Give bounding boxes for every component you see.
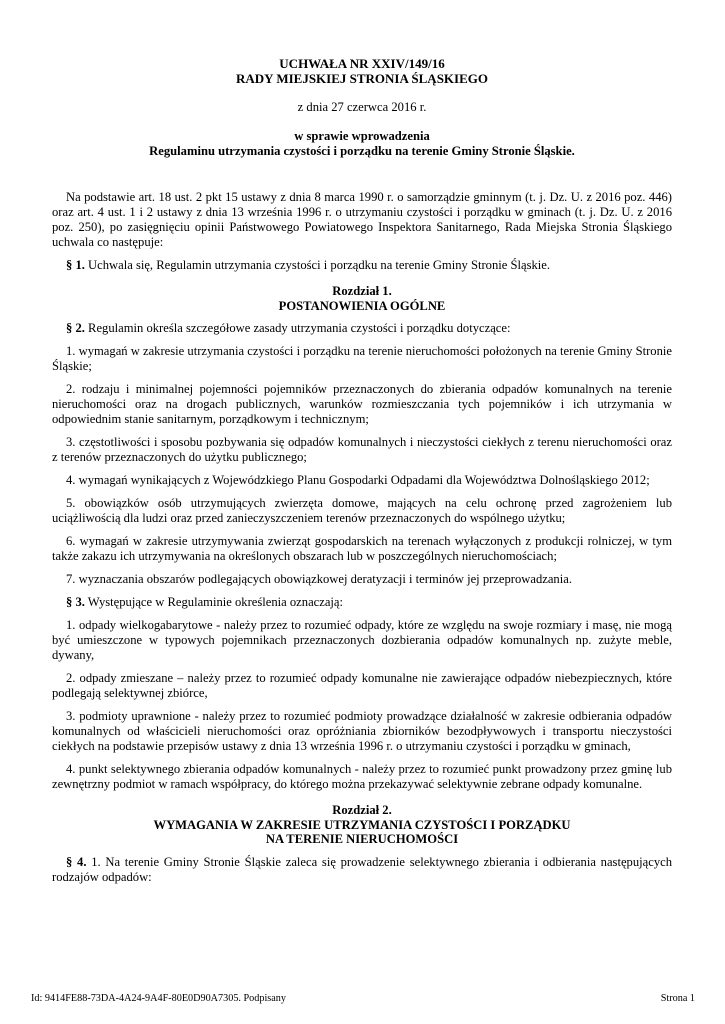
section-1	[52, 258, 672, 273]
section-3-label: § 3.	[66, 595, 85, 609]
resolution-date: z dnia 27 czerwca 2016 r.	[297, 100, 427, 114]
chapter-2-label: Rozdział 2.	[332, 803, 392, 817]
section-2-label: § 2.	[66, 321, 85, 335]
subject-line-1: w sprawie wprowadzenia	[294, 129, 430, 143]
section-4	[52, 855, 672, 885]
section-1-label: § 1.	[66, 258, 85, 272]
section-4-text: 1. Na terenie Gminy Stronie Śląskie zaleca się prowadzenie selektywnego zbierania i odbierania następujących rodzajów odpadów:	[52, 854, 672, 884]
section-3-item: 3. podmioty uprawnione - należy przez to rozumieć podmioty prowadzące działalność w zakresie odbierania odpadów komunalnych od właścicieli nieruchomości oraz opróżniania zbiorników bezodpływowych i transportu nieczystości ciekłych na podstawie przepisów ustawy z dnia 13 września 1996 r. o utrzymaniu czystości i porządku w gminach,	[52, 709, 672, 753]
section-2-item: 4. wymagań wynikających z Wojewódzkiego Planu Gospodarki Odpadami dla Województwa Dolnośląskiego 2012;	[66, 473, 650, 487]
section-2-item: 5. obowiązków osób utrzymujących zwierzęta domowe, mających na celu ochronę przed zagrożeniem lub uciążliwością dla ludzi oraz przed zanieczyszczeniem terenów przeznaczonych do wspólnego użytku;	[52, 496, 672, 525]
section-2	[52, 321, 672, 336]
document-body	[52, 56, 672, 885]
section-3-item: 4. punkt selektywnego zbierania odpadów komunalnych - należy przez to rozumieć punkt prowadzony przez gminę lub zewnętrzny podmiot w ramach współpracy, do którego można przekazywać selektywnie zebrane odpady komunalne.	[52, 762, 672, 791]
page-number: Strona 1	[660, 993, 695, 1004]
section-2-item: 2. rodzaju i minimalnej pojemności pojemników przeznaczonych do zbierania odpadów komunalnych na terenie nieruchomości oraz na drogach publicznych, warunków rozmieszczania tych pojemników i ich utrzymania w odpowiednim stanie sanitarnym, porządkowym i technicznym;	[52, 382, 672, 426]
section-2-text: Regulamin określa szczegółowe zasady utrzymania czystości i porządku dotyczące:	[84, 321, 511, 335]
chapter-2-heading	[52, 803, 672, 847]
subject-line-2: Regulaminu utrzymania czystości i porządku na terenie Gminy Stronie Śląskie.	[149, 144, 575, 158]
section-3-text: Występujące w Regulaminie określenia oznaczają:	[84, 595, 344, 609]
document-id-footer: Id: 9414FE88-73DA-4A24-9A4F-80E0D90A7305. Podpisany	[31, 993, 286, 1004]
resolution-number: UCHWAŁA NR XXIV/149/16	[279, 56, 445, 71]
chapter-2-title-line-2: NA TERENIE NIERUCHOMOŚCI	[265, 832, 459, 846]
section-2-item: 3. częstotliwości i sposobu pozbywania się odpadów komunalnych i nieczystości ciekłych z terenu nieruchomości oraz z terenów przeznaczonych do użytku publicznego;	[52, 435, 672, 464]
resolution-subject	[52, 129, 672, 159]
legal-basis-paragraph: Na podstawie art. 18 ust. 2 pkt 15 ustawy z dnia 8 marca 1990 r. o samorządzie gminnym (t. j. Dz. U. z 2016 poz. 446) oraz art. 4 ust. 1 i 2 ustawy z dnia 13 września 1996 r. o utrzymaniu czystości i porządku w gminach (t. j. Dz. U. z 2016 poz. 250), po zasięgnięciu opinii Państwowego Powiatowego Inspektora Sanitarnego, Rada Miejska Stronia Śląskiego uchwala co następuje:	[52, 190, 672, 249]
section-4-label: § 4.	[66, 854, 87, 869]
chapter-1-label: Rozdział 1.	[332, 284, 392, 298]
section-3-item: 1. odpady wielkogabarytowe - należy przez to rozumieć odpady, które ze względu na swoje rozmiary i masę, nie mogą być umieszczone w typowych pojemnikach przeznaczonych dozbierania odpadów komunalnych np. zużyte meble, dywany,	[52, 618, 672, 662]
section-1-text: Uchwala się, Regulamin utrzymania czystości i porządku na terenie Gminy Stronie Śląskie.	[84, 258, 551, 272]
chapter-1-heading	[52, 284, 672, 313]
section-3-item: 2. odpady zmieszane – należy przez to rozumieć odpady komunalne nie zawierające odpadów niebezpiecznych, które podlegają selektywnej zbiórce,	[52, 671, 672, 700]
council-name: RADY MIEJSKIEJ STRONIA ŚLĄSKIEGO	[236, 71, 488, 86]
section-2-item: 7. wyznaczania obszarów podlegających obowiązkowej deratyzacji i terminów jej przeprowadzania.	[66, 572, 572, 586]
section-2-item: 1. wymagań w zakresie utrzymania czystości i porządku na terenie nieruchomości położonych na terenie Gminy Stronie Śląskie;	[52, 344, 672, 373]
resolution-title	[52, 56, 672, 86]
section-3	[52, 595, 672, 610]
chapter-1-title: POSTANOWIENIA OGÓLNE	[278, 298, 446, 313]
chapter-2-title-line-1: WYMAGANIA W ZAKRESIE UTRZYMANIA CZYSTOŚCI I PORZĄDKU	[153, 817, 571, 832]
section-2-item: 6. wymagań w zakresie utrzymywania zwierząt gospodarskich na terenach wyłączonych z produkcji rolniczej, w tym także zakazu ich utrzymywania na określonych obszarach lub w poszczególnych nieruchomościach;	[52, 534, 672, 563]
